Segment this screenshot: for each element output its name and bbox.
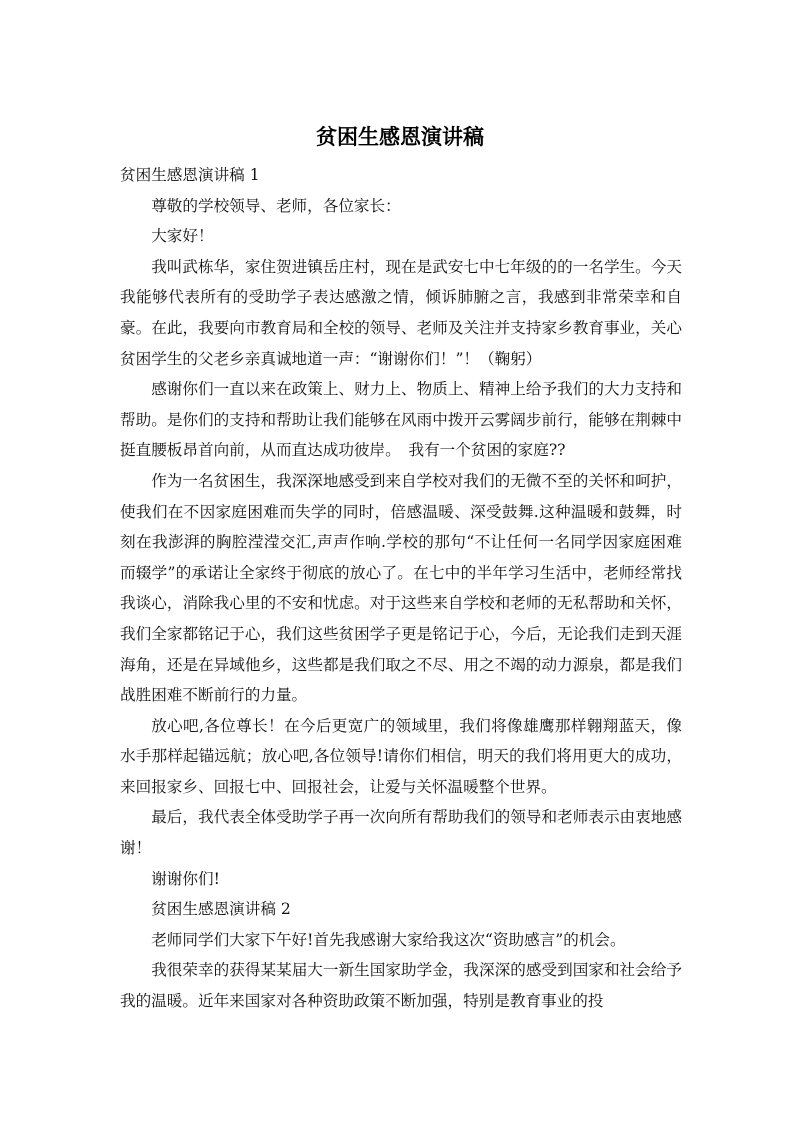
paragraph-opening-2: 老师同学们大家下午好!首先我感谢大家给我这次“资助感言”的机会。 [151,930,626,949]
paragraph-sign-off: 谢谢你们! [151,869,220,888]
section-heading-2: 贫困生感恩演讲稿 2 [151,900,291,919]
paragraph-introduction: 我叫武栋华，家住贺进镇岳庄村，现在是武安七中七年级的的一名学生。今天我能够代表所有的受助学子表达感激之情，倾诉肺腑之言，我感到非常荣幸和自豪。在此，我要向市教育局和全校的领导、老师及关注并支持家乡教育事业，关心贫困学生的父老乡亲真诚地道一声：“谢谢你们！”！（鞠躬） [120,257,682,368]
document-title: 贫困生感恩演讲稿 [316,125,484,149]
paragraph-closing-thanks: 最后，我代表全体受助学子再一次向所有帮助我们的领导和老师表示由衷地感谢！ [120,808,682,858]
paragraph-salutation: 尊敬的学校领导、老师，各位家长： [151,196,401,215]
section-heading-1: 贫困生感恩演讲稿 1 [120,166,260,184]
paragraph-greeting: 大家好！ [151,227,214,246]
document-body [120,160,682,1017]
paragraph-promise: 放心吧,各位尊长！在今后更宽广的领域里，我们将像雄鹰那样翱翔蓝天，像水手那样起锚远航；放心吧,各位领导!请你们相信，明天的我们将用更大的成功，来回报家乡、回报七中、回报社会，让爱与关怀温暖整个世界。 [120,716,682,796]
paragraph-school-care: 作为一名贫困生，我深深地感受到来自学校对我们的无微不至的关怀和呵护，使我们在不因家庭困难而失学的同时，倍感温暖、深受鼓舞.这种温暖和鼓舞，时刻在我澎湃的胸腔滢滢交汇,声声作响.学校的那句“不让任何一名同学因家庭困难而辍学”的承诺让全家终于彻底的放心了。在七中的半年学习生活中，老师经常找我谈心，消除我心里的不安和忧虑。对于这些来自学校和老师的无私帮助和关怀，我们全家都铭记于心，我们这些贫困学子更是铭记于心，今后，无论我们走到天涯海角，还是在异域他乡，这些都是我们取之不尽、用之不竭的动力源泉，都是我们战胜困难不断前行的力量。 [120,471,682,705]
paragraph-grant: 我很荣幸的获得某某届大一新生国家助学金，我深深的感受到国家和社会给予我的温暖。近年来国家对各种资助政策不断加强，特别是教育事业的投 [120,961,682,1011]
paragraph-thanks-support: 感谢你们一直以来在政策上、财力上、物质上、精神上给予我们的大力支持和帮助。是你们的支持和帮助让我们能够在风雨中拨开云雾阔步前行，能够在荆棘中挺直腰板昂首向前，从而直达成功彼岸。 我有一个贫困的家庭?? [120,380,682,460]
